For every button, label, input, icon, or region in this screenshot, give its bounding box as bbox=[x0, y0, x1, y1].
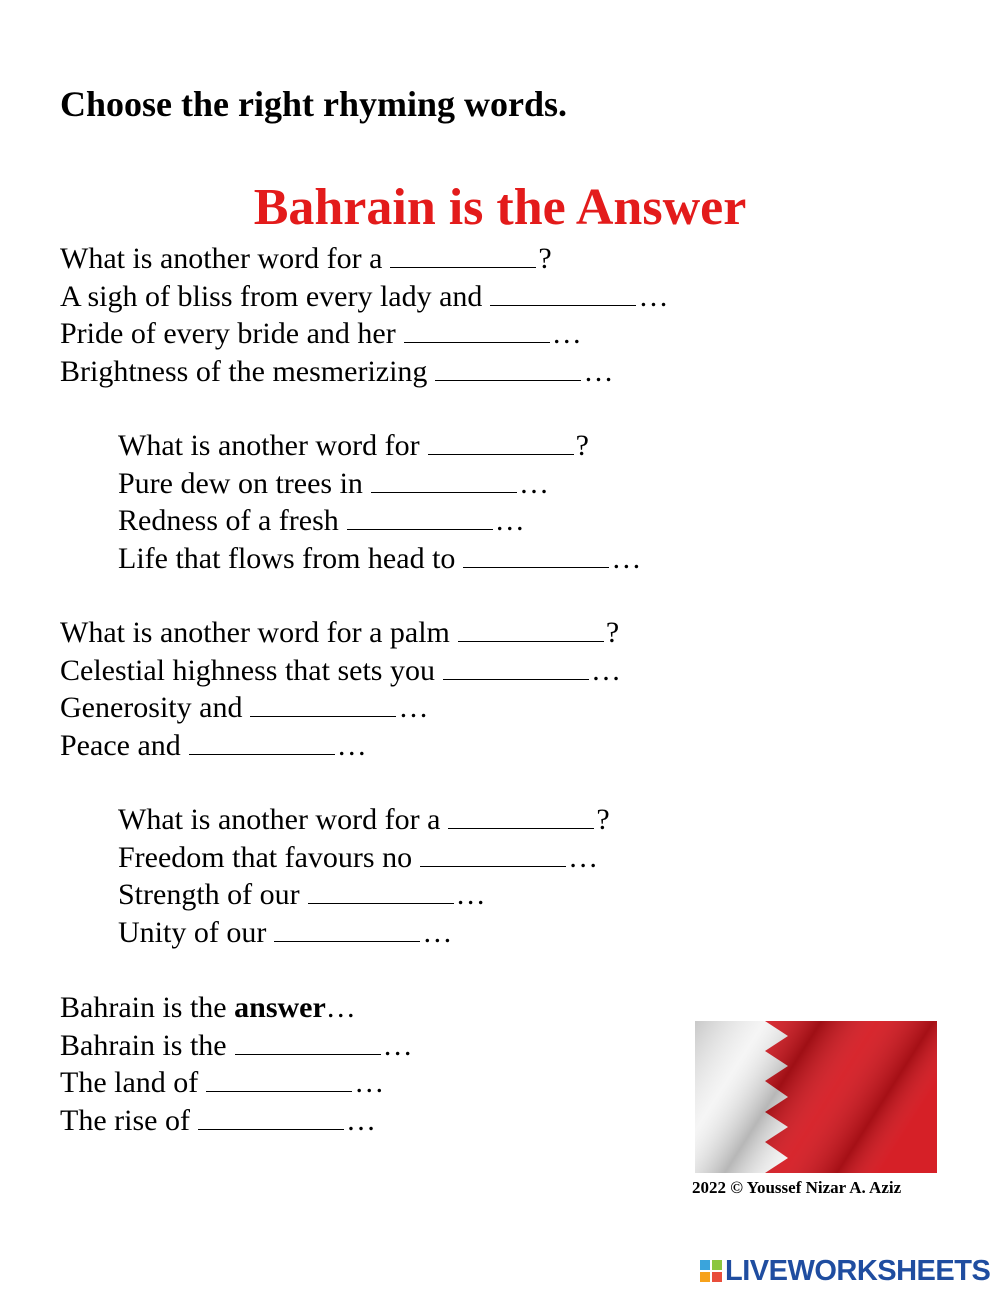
poem-title: Bahrain is the Answer bbox=[253, 179, 747, 236]
answer-blank[interactable] bbox=[206, 1067, 352, 1092]
poem-line bbox=[118, 801, 610, 839]
line-text: Strength of our bbox=[118, 878, 300, 911]
answer-blank[interactable] bbox=[250, 692, 396, 717]
stanza-2 bbox=[118, 427, 641, 577]
poem-line bbox=[118, 540, 641, 578]
line-ending: … bbox=[518, 466, 549, 500]
line-ending: … bbox=[398, 691, 429, 724]
poem-line bbox=[60, 1027, 413, 1065]
poem-line bbox=[118, 465, 641, 503]
answer-blank[interactable] bbox=[448, 804, 594, 829]
answer-blank[interactable] bbox=[435, 356, 581, 381]
poem-line bbox=[60, 240, 668, 278]
line-text: The land of bbox=[60, 1066, 199, 1099]
line-text: Peace and bbox=[60, 728, 181, 762]
poem-line bbox=[60, 652, 621, 690]
line-ending: … bbox=[551, 317, 582, 350]
line-text: Pride of every bride and her bbox=[60, 317, 396, 350]
line-ending: … bbox=[590, 653, 621, 687]
line-ending: … bbox=[325, 991, 356, 1024]
line-ending: … bbox=[422, 915, 453, 949]
logo-icon bbox=[700, 1260, 722, 1282]
line-ending: … bbox=[345, 1103, 376, 1137]
line-text: Celestial highness that sets you bbox=[60, 653, 435, 687]
line-text: Pure dew on trees in bbox=[118, 466, 363, 500]
line-text: What is another word for a bbox=[60, 242, 383, 275]
answer-blank[interactable] bbox=[390, 243, 536, 268]
line-ending: … bbox=[638, 279, 669, 313]
poem-line bbox=[60, 278, 668, 316]
poem-line bbox=[60, 727, 621, 765]
answer-blank[interactable] bbox=[404, 318, 550, 343]
answer-blank[interactable] bbox=[428, 430, 574, 455]
line-text: Generosity and bbox=[60, 691, 243, 724]
line-ending: … bbox=[455, 878, 486, 911]
line-ending: … bbox=[583, 354, 614, 388]
answer-blank[interactable] bbox=[458, 617, 604, 642]
answer-blank[interactable] bbox=[490, 281, 636, 306]
line-text: A sigh of bliss from every lady and bbox=[60, 279, 483, 313]
line-text: Bahrain is the bbox=[60, 1028, 227, 1062]
poem-line bbox=[60, 614, 621, 652]
logo-text: LIVEWORKSHEETS bbox=[725, 1254, 991, 1287]
poem-line bbox=[118, 427, 641, 465]
bahrain-flag-image bbox=[695, 1021, 937, 1173]
line-ending: … bbox=[336, 728, 367, 762]
line-ending: … bbox=[354, 1066, 385, 1099]
answer-blank[interactable] bbox=[189, 730, 335, 755]
answer-blank[interactable] bbox=[274, 917, 420, 942]
line-text: Bahrain is the bbox=[60, 991, 235, 1024]
poem-line bbox=[118, 876, 610, 914]
poem-line bbox=[118, 502, 641, 540]
answer-blank[interactable] bbox=[347, 505, 493, 530]
line-text: Redness of a fresh bbox=[118, 504, 339, 537]
line-text: What is another word for a bbox=[118, 803, 441, 836]
stanza-4 bbox=[118, 801, 610, 951]
line-ending: ? bbox=[596, 803, 610, 836]
poem-line bbox=[60, 1064, 413, 1102]
poem-line bbox=[60, 315, 668, 353]
line-text: Brightness of the mesmerizing bbox=[60, 354, 428, 388]
stanza-3 bbox=[60, 614, 621, 764]
answer-blank[interactable] bbox=[420, 842, 566, 867]
line-ending: … bbox=[494, 504, 525, 537]
poem-line bbox=[118, 839, 610, 877]
poem-line bbox=[60, 989, 413, 1027]
line-ending: … bbox=[568, 840, 599, 874]
answer-blank[interactable] bbox=[371, 468, 517, 493]
poem-line bbox=[60, 1102, 413, 1140]
line-text: What is another word for bbox=[118, 429, 420, 462]
line-ending: … bbox=[382, 1028, 413, 1062]
instruction-heading: Choose the right rhyming words. bbox=[60, 84, 568, 124]
poem-line bbox=[60, 689, 621, 727]
line-ending: ? bbox=[538, 242, 552, 275]
line-text: Life that flows from head to bbox=[118, 541, 456, 575]
line-text: What is another word for a palm bbox=[60, 616, 450, 649]
line-ending: ? bbox=[575, 429, 589, 462]
stanza-1 bbox=[60, 240, 668, 390]
liveworksheets-logo[interactable] bbox=[700, 1254, 990, 1288]
line-text: The rise of bbox=[60, 1103, 190, 1137]
answer-word: answer bbox=[234, 991, 326, 1024]
copyright-caption: 2022 © Youssef Nizar A. Aziz bbox=[692, 1178, 902, 1197]
line-ending: ? bbox=[605, 616, 620, 649]
line-text: Unity of our bbox=[118, 915, 267, 949]
answer-blank[interactable] bbox=[443, 655, 589, 680]
answer-blank[interactable] bbox=[235, 1030, 381, 1055]
poem-line bbox=[60, 353, 668, 391]
final-stanza bbox=[60, 989, 413, 1139]
poem-line bbox=[118, 914, 610, 952]
answer-blank[interactable] bbox=[463, 543, 609, 568]
line-ending: … bbox=[611, 541, 642, 575]
answer-blank[interactable] bbox=[308, 879, 454, 904]
line-text: Freedom that favours no bbox=[118, 840, 413, 874]
answer-blank[interactable] bbox=[198, 1105, 344, 1130]
